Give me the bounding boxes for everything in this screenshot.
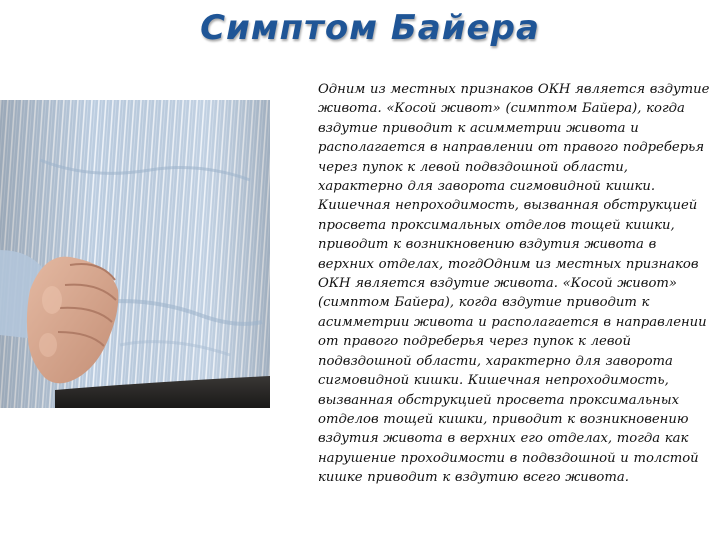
photo-man-holding-abdomen xyxy=(0,100,270,408)
slide-title: Симптом Байера xyxy=(200,8,540,48)
body-paragraph: Одним из местных признаков ОКН является вздутие живота. «Косой живот» (симптом Байера), когда вздутие приводит к асимметрии живота и располагается в направлении от правого подреберья через пупок к левой подвздошной области, характерно для заворота сигмовидной кишки. Кишечная непроходимость, вызванная обструкцией просвета проксимальных отделов тощей кишки, приводит к возникновению вздутия живота в верхних отделах, тогдОдним из местных признаков ОКН является вздутие живота. «Косой живот» (симптом Байера), когда вздутие приводит к асимметрии живота и располагается в направлении от правого подреберья через пупок к левой подвздошной области, характерно для заворота сигмовидной кишки. Кишечная непроходимость, вызванная обструкцией просвета проксимальных отделов тощей кишки, приводит к возникновению вздутия живота в верхних его отделах, тогда как нарушение проходимости в подвздошной и толстой кишке приводит к вздутию всего живота. xyxy=(318,82,710,486)
